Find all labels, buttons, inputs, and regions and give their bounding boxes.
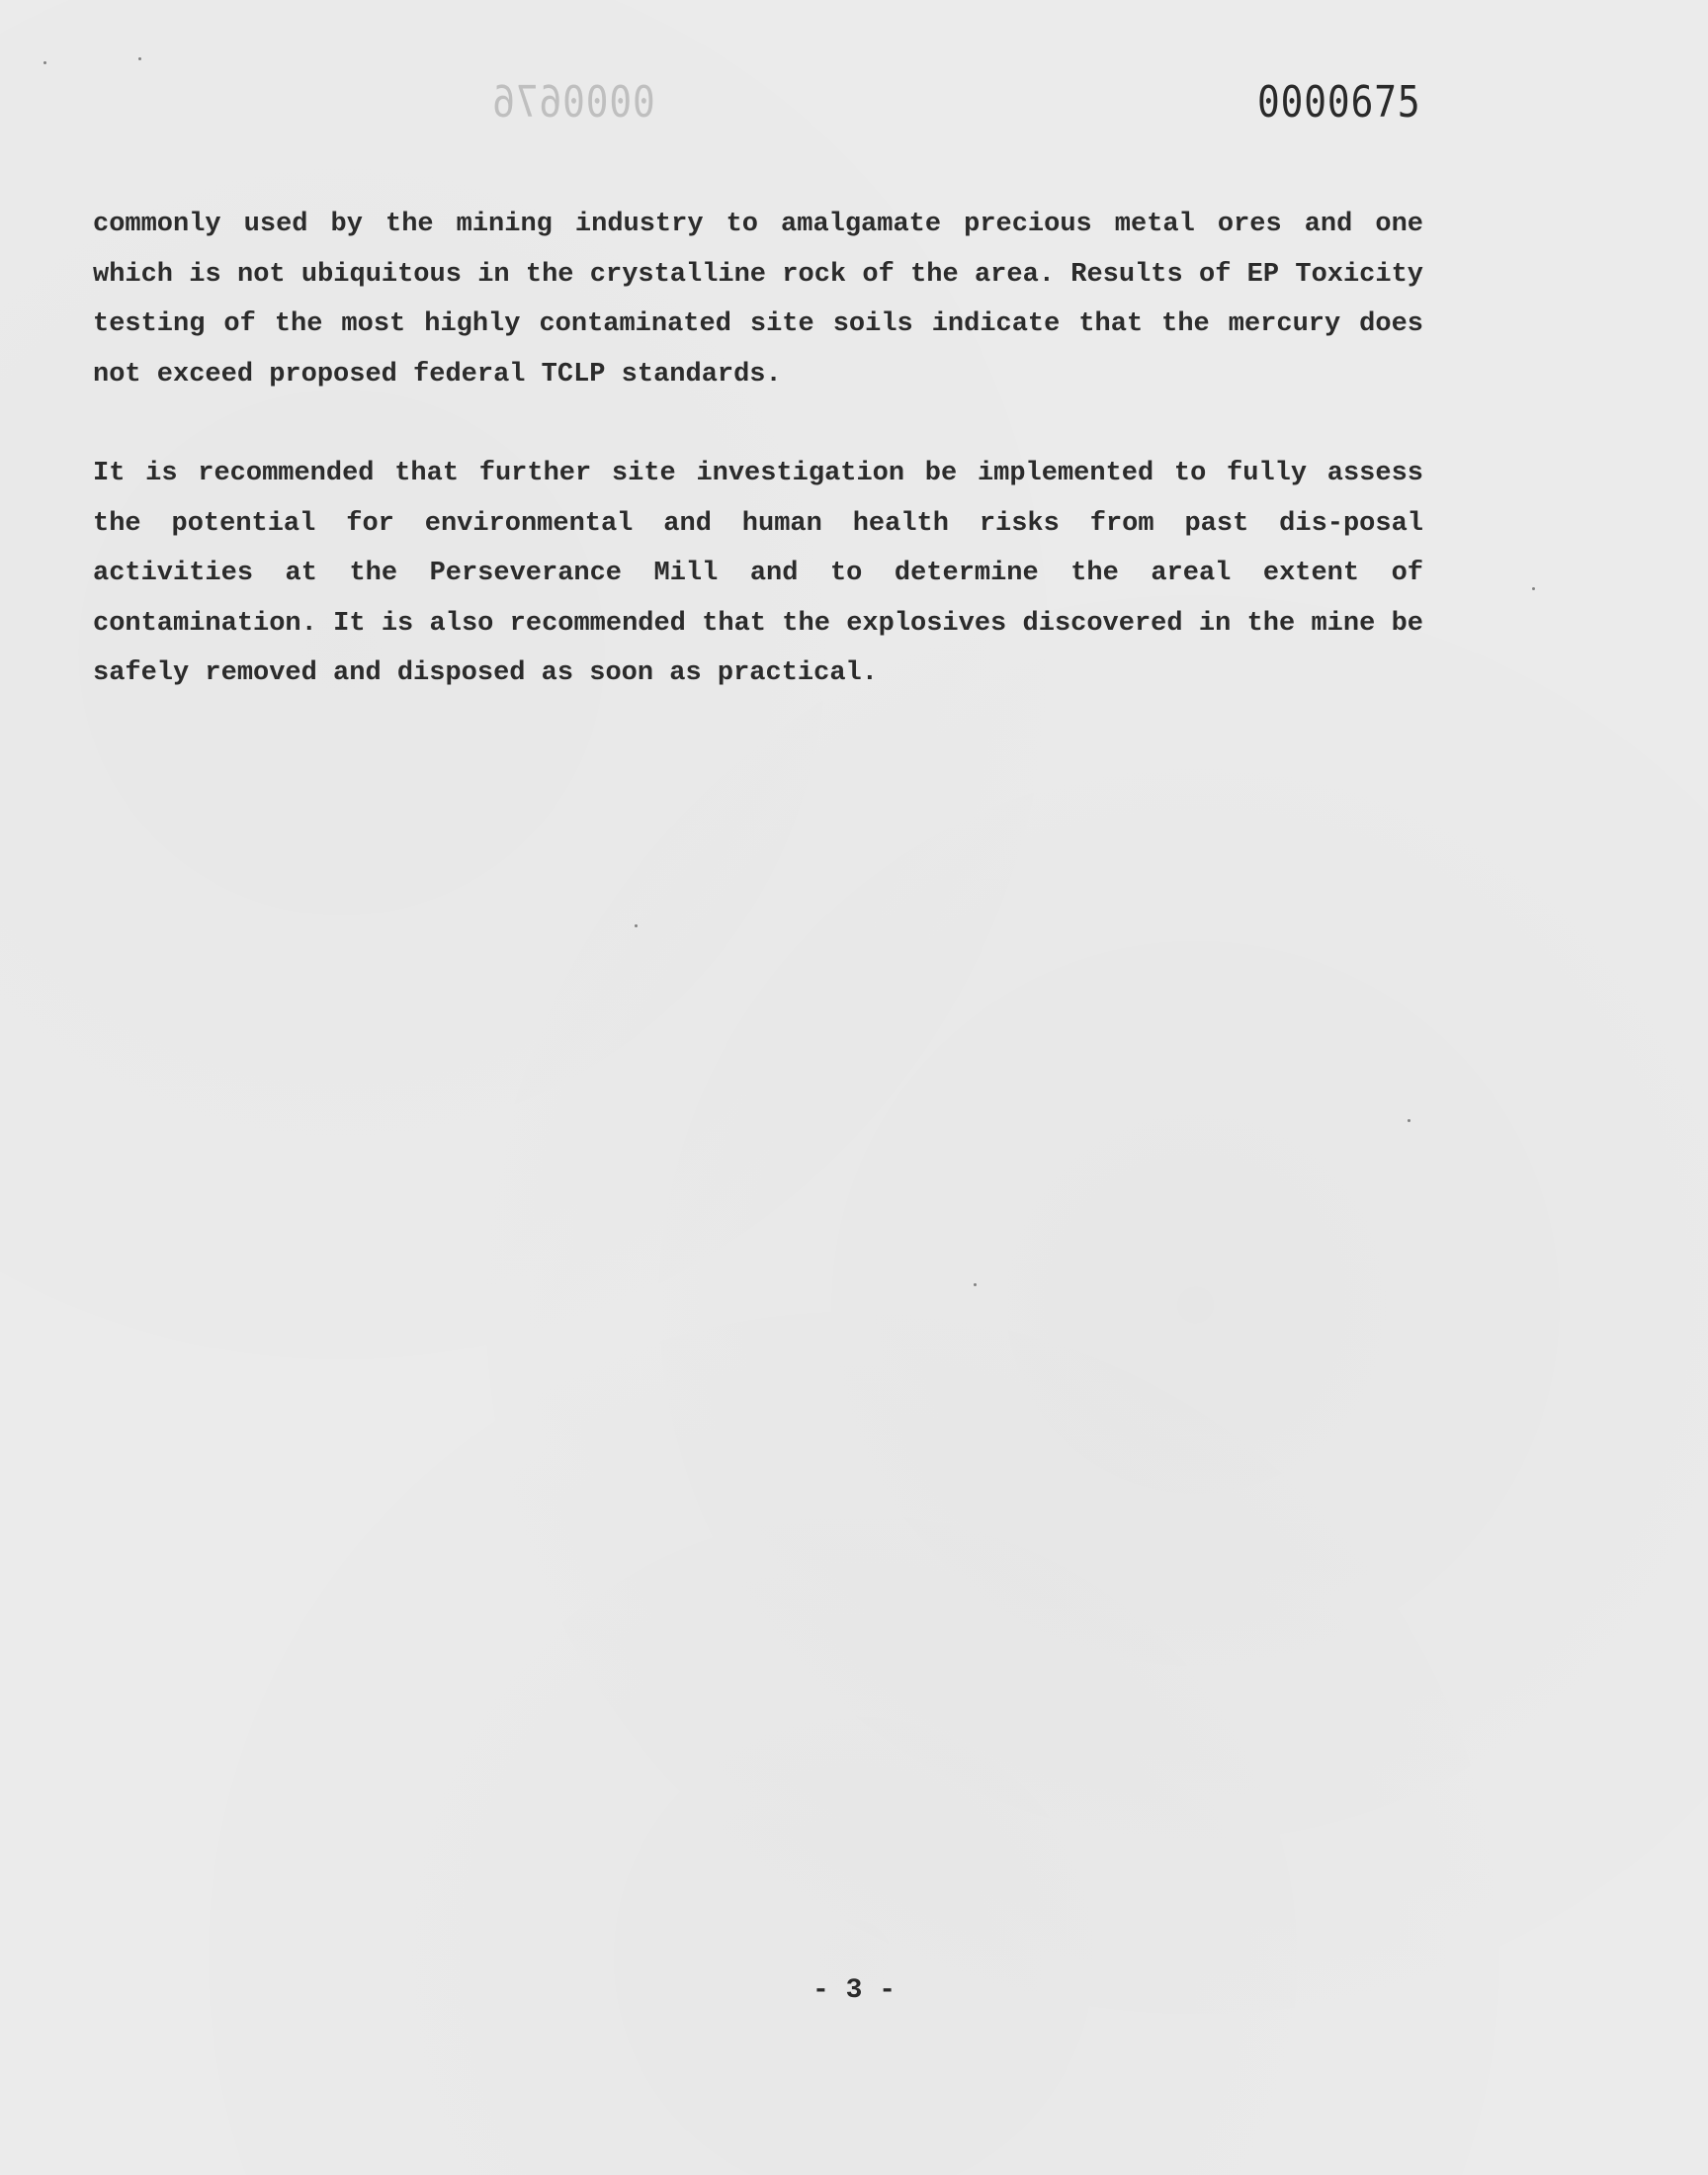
scan-speck: [635, 924, 638, 927]
scan-speck: [1532, 587, 1535, 590]
scan-speck: [43, 61, 46, 64]
document-number-bleedthrough: 0000676: [491, 77, 655, 128]
scan-speck: [974, 1283, 977, 1286]
scan-speck: [138, 57, 141, 60]
body-text: [93, 200, 1423, 699]
paragraph-mercury-findings: commonly used by the mining industry to amalgamate precious metal ores and one which is not ubiquitous in the crystalline rock of the area. Results of EP Toxicity testing of the most highly contaminated site soils indicate that the mercury does not exceed proposed federal TCLP standards.: [93, 210, 1423, 390]
page-number: - 3 -: [811, 1975, 896, 2006]
scan-speck: [1408, 1119, 1410, 1122]
document-number: 0000675: [1257, 77, 1421, 128]
paragraph-recommendations: It is recommended that further site investigation be implemented to fully assess the potential for environmental and human health risks from past dis-posal activities at the Perseverance Mill and to determine the areal extent of contamination. It is also recommended that the explosives discovered in the mine be safely removed and disposed as soon as practical.: [93, 459, 1423, 688]
